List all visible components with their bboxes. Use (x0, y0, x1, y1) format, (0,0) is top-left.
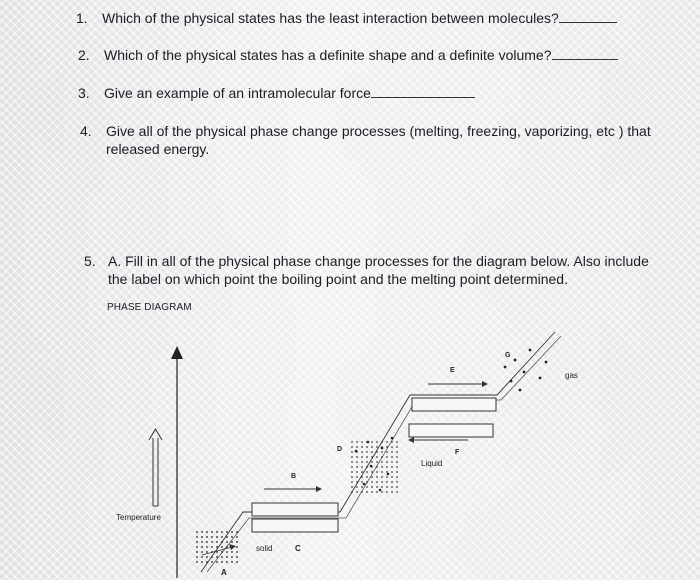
question-number: 2. (78, 47, 90, 63)
temperature-label: Temperature (116, 513, 161, 522)
diagram-heading: PHASE DIAGRAM (107, 302, 192, 313)
liquid-vaporizing-answer-box[interactable] (412, 398, 496, 411)
point-g-label: G (505, 352, 511, 359)
question-text-line-2: the label on which point the boiling point and the melting point determined. (108, 271, 568, 287)
liquid-label: Liquid (421, 459, 443, 468)
point-f-label: F (455, 449, 460, 456)
question-number: 1. (76, 10, 88, 26)
question-number: 5. (84, 253, 96, 269)
point-b-label: B (291, 473, 297, 480)
question-text-line-1: Give all of the physical phase change processes (melting, freezing, vaporizing, etc ) that (106, 123, 651, 139)
right-arrow-icon (264, 486, 322, 492)
axis-arrowhead-icon (171, 346, 183, 359)
question-text: Which of the physical states has the least interaction between molecules? (102, 10, 559, 26)
left-arrow-icon (408, 437, 468, 443)
up-arrow-icon (149, 429, 162, 506)
liquid-condensing-answer-box[interactable] (409, 424, 493, 437)
solid-freezing-answer-box[interactable] (252, 519, 338, 532)
right-arrow-icon (428, 381, 488, 387)
point-a-label: A (221, 568, 227, 577)
question-text-line-2: released energy. (106, 141, 210, 157)
solid-label: solid (256, 544, 273, 553)
question-number: 3. (78, 85, 90, 101)
point-c-label: C (295, 544, 301, 553)
solid-melting-answer-box[interactable] (252, 503, 338, 516)
point-d-label: D (337, 446, 343, 453)
question-text: Give an example of an intramolecular force (104, 85, 371, 101)
question-text-line-1: A. Fill in all of the physical phase change processes for the diagram below. Also include (108, 253, 649, 269)
gas-label: gas (565, 371, 578, 380)
question-text: Which of the physical states has a definite shape and a definite volume? (104, 47, 552, 63)
liquid-particles (348, 438, 400, 494)
question-number: 4. (80, 123, 92, 139)
point-e-label: E (450, 367, 455, 374)
